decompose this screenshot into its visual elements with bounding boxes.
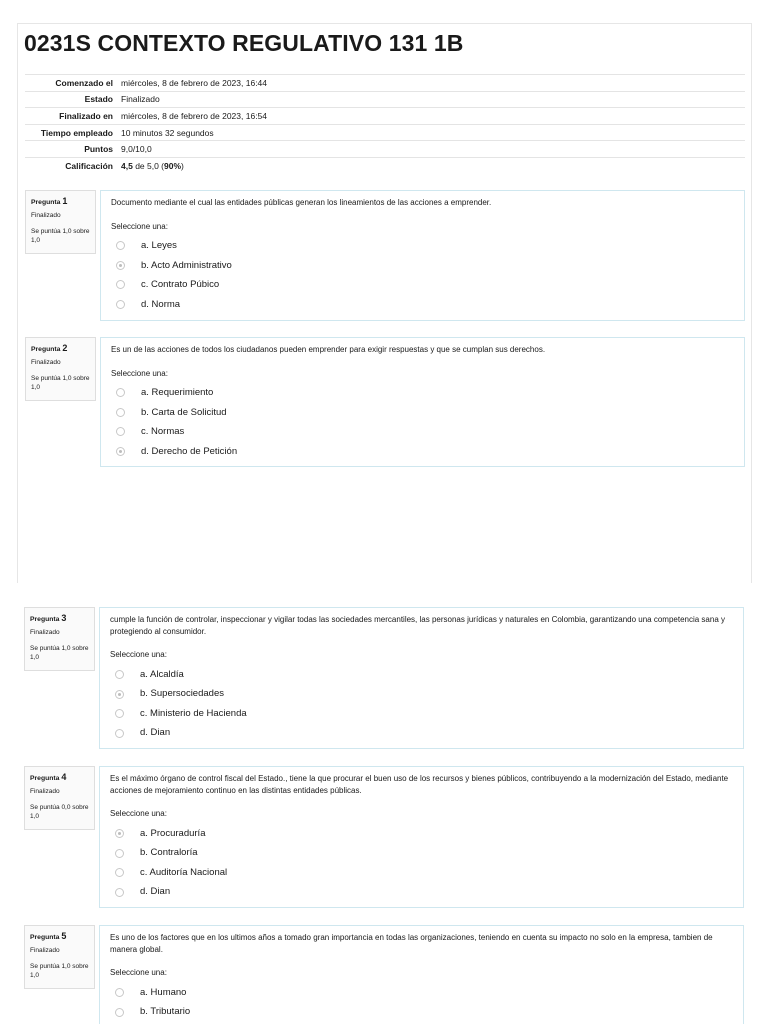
option-label: b. Supersociedades — [140, 688, 224, 700]
question-number: 5 — [61, 931, 67, 941]
option-label: a. Alcaldía — [140, 668, 184, 680]
question-content — [100, 190, 745, 321]
radio-button[interactable] — [115, 729, 124, 738]
option-label: d. Dian — [140, 886, 171, 898]
answer-option[interactable] — [111, 275, 734, 295]
summary-label: Finalizado en — [25, 108, 121, 125]
question-grade: Se puntúa 1,0 sobre 1,0 — [30, 963, 89, 979]
question-info — [24, 766, 95, 830]
summary-label: Comenzado el — [25, 75, 121, 92]
summary-value: 9,0/10,0 — [121, 141, 745, 158]
summary-value: miércoles, 8 de febrero de 2023, 16:54 — [121, 108, 745, 125]
summary-row — [25, 157, 745, 174]
question-number: 4 — [61, 772, 67, 782]
question-info — [25, 190, 96, 254]
question-word: Pregunta — [30, 775, 60, 782]
grade-score: 4,5 — [121, 161, 133, 172]
answer-option[interactable] — [110, 882, 733, 902]
attempt-summary-table — [25, 74, 745, 174]
question-content — [99, 925, 744, 1024]
question-number: 1 — [62, 196, 68, 206]
radio-button[interactable] — [115, 849, 124, 858]
select-prompt: Seleccione una: — [110, 809, 167, 819]
radio-button[interactable] — [115, 988, 124, 997]
option-label: b. Tributario — [140, 1006, 191, 1018]
summary-row — [25, 91, 745, 108]
summary-label: Estado — [25, 91, 121, 108]
option-label: d. Derecho de Petición — [141, 445, 238, 457]
question-word: Pregunta — [31, 346, 61, 353]
question-info — [25, 337, 96, 401]
option-label: a. Humano — [140, 986, 187, 998]
question-grade: Se puntúa 1,0 sobre 1,0 — [31, 228, 90, 244]
answer-option[interactable] — [110, 723, 733, 743]
radio-button[interactable] — [116, 241, 125, 250]
answer-option[interactable] — [111, 295, 734, 315]
answer-option[interactable] — [110, 863, 733, 883]
radio-button-selected[interactable] — [116, 447, 125, 456]
answer-option[interactable] — [111, 422, 734, 442]
grade-value — [121, 157, 745, 174]
question-state: Finalizado — [31, 358, 61, 366]
question-word: Pregunta — [30, 616, 60, 623]
option-label: c. Ministerio de Hacienda — [140, 707, 247, 719]
radio-button-selected[interactable] — [115, 690, 124, 699]
select-prompt: Seleccione una: — [111, 221, 168, 231]
radio-button[interactable] — [116, 408, 125, 417]
summary-row — [25, 124, 745, 141]
summary-row — [25, 141, 745, 158]
question-text: Es uno de los factores que en los ultimos años a tomado gran importancia en todas las organizaciones, teniendo en cuenta su impacto no solo en la empresa, tambien de manera global. — [110, 933, 713, 954]
question-content — [100, 337, 745, 467]
option-label: a. Requerimiento — [141, 387, 214, 399]
answer-option[interactable] — [110, 983, 733, 1003]
question-text: Es el máximo órgano de control fiscal del Estado., tiene la que procurar el buen uso de los recursos y bienes públicos, contribuyendo a la modernización del Estado, mediante acciones de mejoramiento continuo en las distintas entidades públicas. — [110, 774, 729, 795]
answer-option[interactable] — [110, 684, 733, 704]
question-info — [24, 607, 95, 671]
summary-row — [25, 108, 745, 125]
select-prompt: Seleccione una: — [110, 968, 167, 978]
summary-row — [25, 75, 745, 92]
option-label: a. Leyes — [141, 240, 177, 252]
summary-value: Finalizado — [121, 91, 745, 108]
question-info — [24, 925, 95, 989]
question-grade: Se puntúa 0,0 sobre 1,0 — [30, 804, 89, 820]
question-word: Pregunta — [30, 934, 60, 941]
question-state: Finalizado — [30, 946, 60, 954]
radio-button[interactable] — [116, 280, 125, 289]
question-number: 2 — [62, 343, 68, 353]
question-state: Finalizado — [31, 211, 61, 219]
summary-label: Puntos — [25, 141, 121, 158]
grade-close: ) — [181, 161, 184, 172]
answer-option[interactable] — [111, 383, 734, 403]
answer-option[interactable] — [110, 1002, 733, 1022]
option-label: c. Normas — [141, 426, 185, 438]
option-label: b. Carta de Solicitud — [141, 406, 227, 418]
grade-of: de 5,0 ( — [132, 161, 165, 172]
page-title: 0231S CONTEXTO REGULATIVO 131 1B — [24, 30, 464, 56]
radio-button-selected[interactable] — [116, 261, 125, 270]
question-state: Finalizado — [30, 628, 60, 636]
radio-button[interactable] — [115, 868, 124, 877]
question-number: 3 — [61, 613, 67, 623]
question-grade: Se puntúa 1,0 sobre 1,0 — [30, 645, 89, 661]
answer-option[interactable] — [111, 236, 734, 256]
question-state: Finalizado — [30, 787, 60, 795]
option-label: d. Norma — [141, 298, 181, 310]
option-label: c. Contrato Púbico — [141, 279, 220, 291]
select-prompt: Seleccione una: — [110, 650, 167, 660]
answer-option[interactable] — [111, 256, 734, 276]
question-content — [99, 766, 744, 908]
answer-option[interactable] — [110, 665, 733, 685]
radio-button[interactable] — [116, 427, 125, 436]
answer-option[interactable] — [110, 824, 733, 844]
option-label: a. Procuraduría — [140, 827, 206, 839]
radio-button[interactable] — [115, 670, 124, 679]
radio-button[interactable] — [116, 388, 125, 397]
question-text: Documento mediante el cual las entidades públicas generan los lineamientos de las acciones a emprender. — [111, 198, 492, 207]
option-label: c. Auditoría Nacional — [140, 866, 228, 878]
radio-button-selected[interactable] — [115, 829, 124, 838]
option-label: b. Acto Administrativo — [141, 259, 232, 271]
summary-value: 10 minutos 32 segundos — [121, 124, 745, 141]
question-text: cumple la función de controlar, inspeccionar y vigilar todas las sociedades mercantiles, las personas jurídicas y naturales en Colombia, garantizando una competencia sana y protegiendo al consumidor. — [110, 615, 726, 636]
summary-value: miércoles, 8 de febrero de 2023, 16:44 — [121, 75, 745, 92]
answer-option[interactable] — [110, 843, 733, 863]
grade-percent: 90% — [164, 161, 182, 172]
answer-option[interactable] — [111, 403, 734, 423]
summary-label: Calificación — [25, 157, 121, 174]
answer-option[interactable] — [111, 442, 734, 462]
option-label: b. Contraloría — [140, 847, 198, 859]
question-grade: Se puntúa 1,0 sobre 1,0 — [31, 375, 90, 391]
quiz-page-1 — [17, 23, 752, 583]
quiz-page-2 — [17, 600, 752, 1024]
question-text: Es un de las acciones de todos los ciudadanos pueden emprender para exigir respuestas y que se cumplan sus derechos. — [111, 345, 546, 354]
question-word: Pregunta — [31, 199, 61, 206]
select-prompt: Seleccione una: — [111, 368, 168, 378]
summary-label: Tiempo empleado — [25, 124, 121, 141]
radio-button[interactable] — [115, 1008, 124, 1017]
radio-button[interactable] — [115, 709, 124, 718]
radio-button[interactable] — [116, 300, 125, 309]
answer-option[interactable] — [110, 704, 733, 724]
question-content — [99, 607, 744, 749]
option-label: d. Dian — [140, 727, 171, 739]
radio-button[interactable] — [115, 888, 124, 897]
